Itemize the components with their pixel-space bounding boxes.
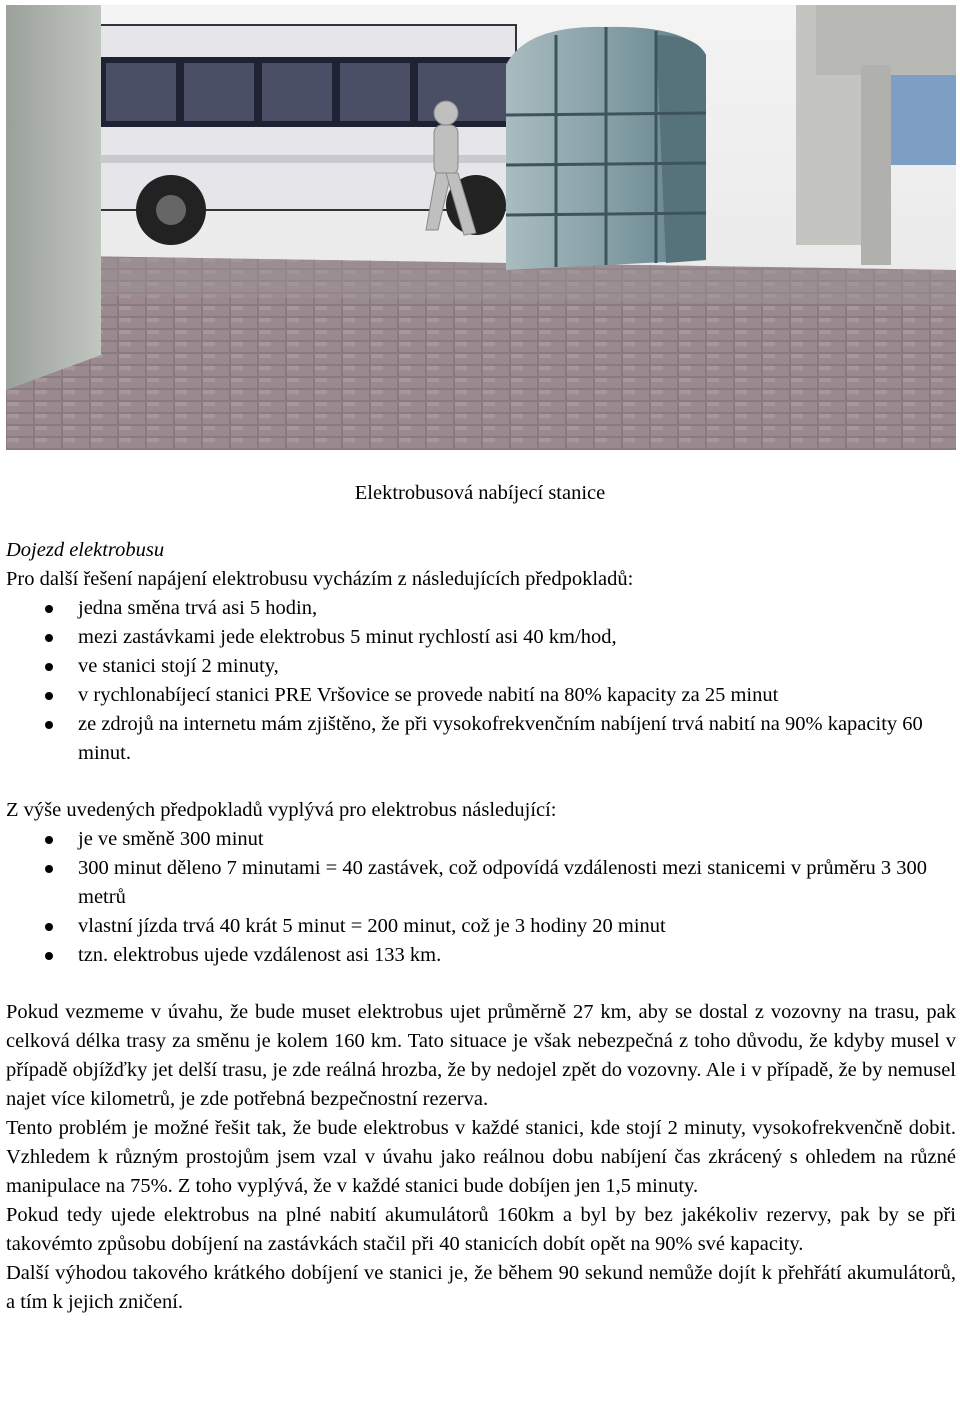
list-item: 300 minut děleno 7 minutami = 40 zastávek, což odpovídá vzdálenosti mezi stanicemi v průměru 3 300 metrů — [6, 854, 956, 912]
bus-station-illustration — [6, 5, 956, 450]
list-item: vlastní jízda trvá 40 krát 5 minut = 200 minut, což je 3 hodiny 20 minut — [6, 912, 956, 941]
section-heading: Dojezd elektrobusu — [6, 539, 165, 561]
bullet-icon — [45, 663, 53, 671]
results-list — [6, 825, 956, 970]
list-item: tzn. elektrobus ujede vzdálenost asi 133 km. — [6, 941, 956, 970]
bullet-icon — [45, 865, 53, 873]
list-item: ve stanici stojí 2 minuty, — [6, 652, 956, 681]
document-body — [6, 536, 956, 1317]
paragraph: Další výhodou takového krátkého dobíjení ve stanici je, že během 90 sekund nemůže dojít k přehřátí akumulátorů, a tím k jejich zničení. — [6, 1262, 956, 1313]
bullet-icon — [45, 721, 53, 729]
concrete-pillar-left — [6, 5, 101, 390]
charging-kiosk — [506, 27, 706, 270]
bullet-icon — [45, 634, 53, 642]
list-item: je ve směně 300 minut — [6, 825, 956, 854]
list-item: mezi zastávkami jede elektrobus 5 minut rychlostí asi 40 km/hod, — [6, 623, 956, 652]
paragraph: Tento problém je možné řešit tak, že bude elektrobus v každé stanici, kde stojí 2 minuty, vysokofrekvenčně dobit. Vzhledem k různým prostojům jsem vzal v úvahu jako reálnou dobu nabíjení čas zkrácený s ohledem na různé manipulace na 75%. Z toho vyplývá, že v každé stanici bude dobíjen jen 1,5 minuty. — [6, 1117, 956, 1197]
bullet-icon — [45, 692, 53, 700]
paragraph: Pokud vezmeme v úvahu, že bude muset elektrobus ujet průměrně 27 km, aby se dostal z vozovny na trasu, pak celková délka trasy za směnu je kolem 160 km. Tato situace je však nebezpečná z toho důvodu, že kdyby musel v případě objížďky jet delší trasu, je zde reálná hrozba, že by nedojel zpět do vozovny. Ale i v případě, že by nemusel najet více kilometrů, je zde potřebná bezpečnostní rezerva. — [6, 1001, 956, 1110]
list-item: ze zdrojů na internetu mám zjištěno, že při vysokofrekvenčním nabíjení trvá nabití na 90% kapacity 60 minut. — [6, 710, 956, 768]
bullet-icon — [45, 605, 53, 613]
list-item: v rychlonabíjecí stanici PRE Vršovice se provede nabití na 80% kapacity za 25 minut — [6, 681, 956, 710]
list-item: jedna směna trvá asi 5 hodin, — [6, 594, 956, 623]
intro-text: Pro další řešení napájení elektrobusu vycházím z následujících předpokladů: — [6, 568, 634, 590]
results-intro-text: Z výše uvedených předpokladů vyplývá pro elektrobus následující: — [6, 799, 557, 821]
bullet-icon — [45, 836, 53, 844]
figure-caption: Elektrobusová nabíjecí stanice — [354, 482, 606, 504]
assumptions-list — [6, 594, 956, 768]
bullet-icon — [45, 952, 53, 960]
bullet-icon — [45, 923, 53, 931]
paragraph: Pokud tedy ujede elektrobus na plné nabití akumulátorů 160km a byl by bez jakékoliv rezervy, pak by se při takovémto způsobu dobíjení na zastávkách stačil při 40 stanicích dobít opět na 90% své kapacity. — [6, 1204, 956, 1255]
